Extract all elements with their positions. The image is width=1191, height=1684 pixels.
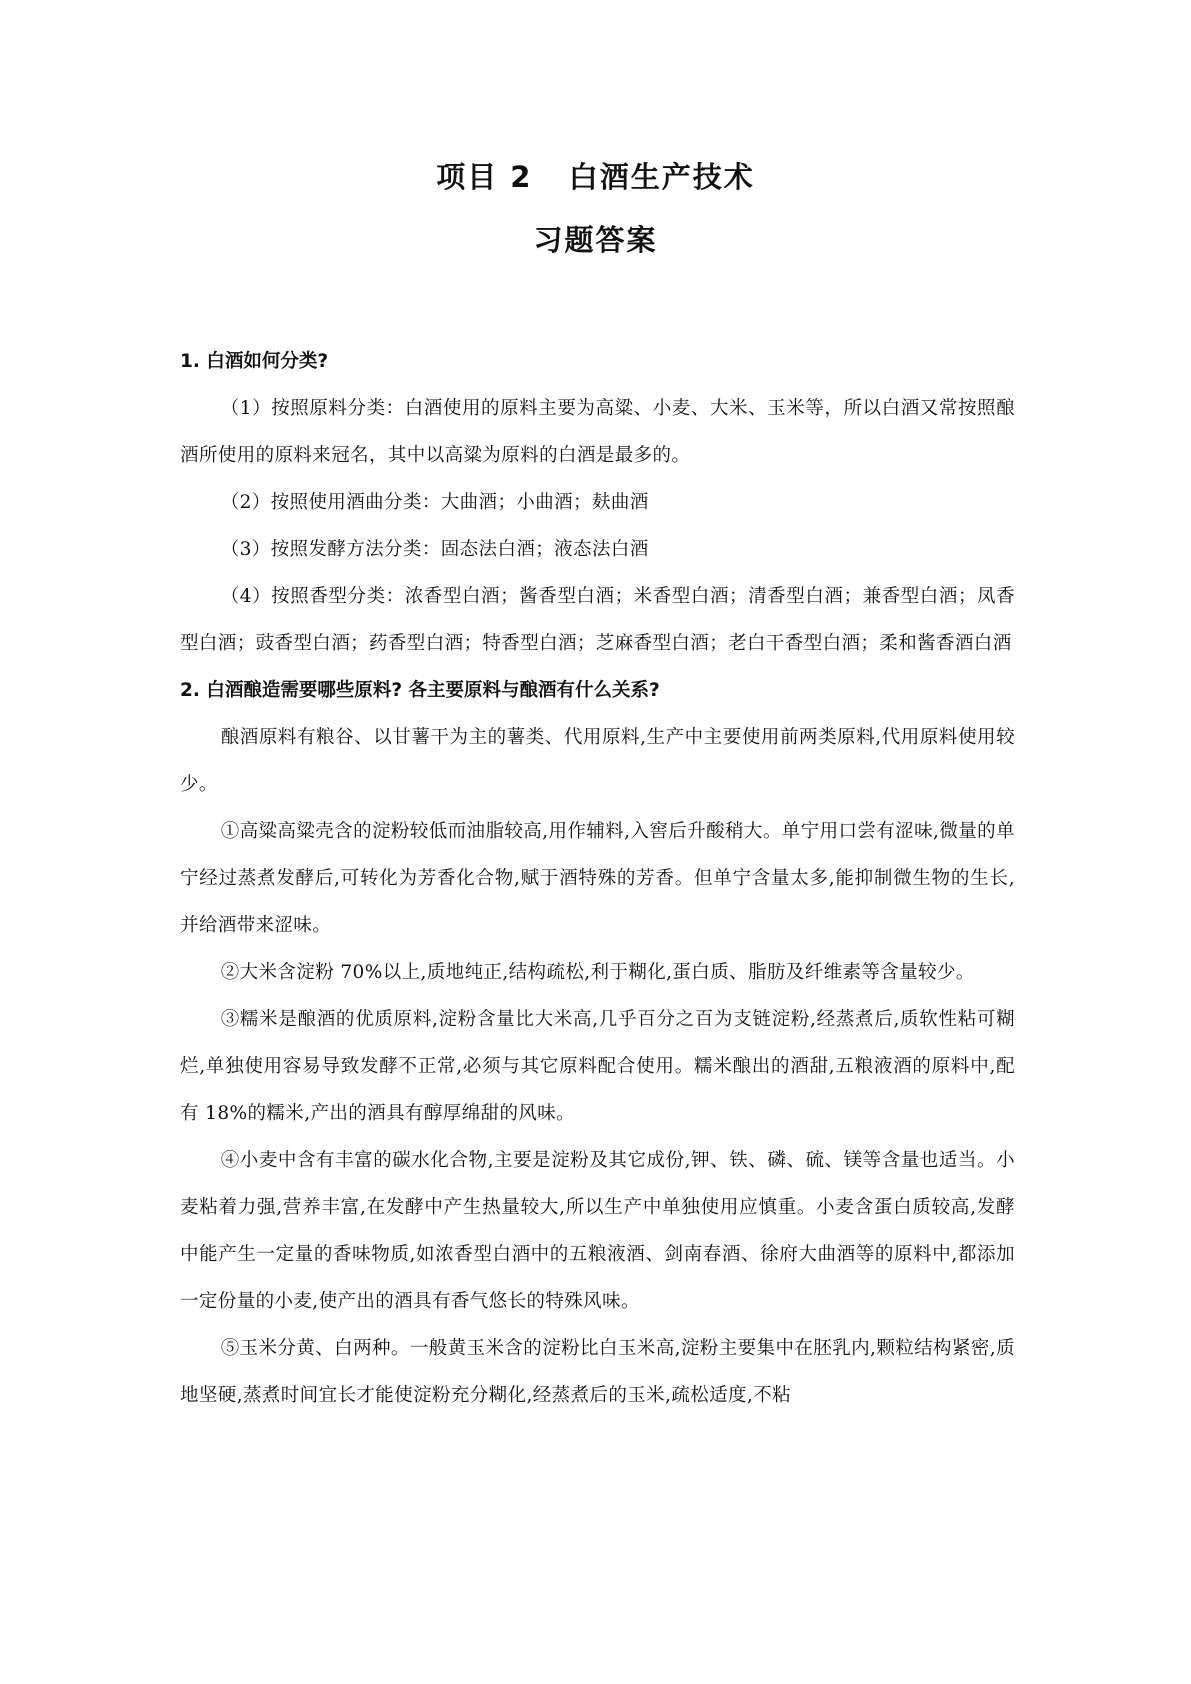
q2-paragraph-1: 酿酒原料有粮谷、以甘薯干为主的薯类、代用原料,生产中主要使用前两类原料,代用原料使用较少。 [180,727,1015,795]
q2-paragraph-wheat: ④小麦中含有丰富的碳水化合物,主要是淀粉及其它成份,钾、铁、磷、硫、镁等含量也适当。小麦粘着力强,营养丰富,在发酵中产生热量较大,所以生产中单独使用应慎重。小麦含蛋白质较高,发酵中能产生一定量的香味物质,如浓香型白酒中的五粮液酒、剑南春酒、徐府大曲酒等的原料中,都添加一定份量的小麦,使产出的酒具有香气悠长的特殊风味。 [180,1150,1015,1312]
question-1-heading: 1. 白酒如何分类? [180,351,329,372]
q2-paragraph-sorghum: ①高粱高粱壳含的淀粉较低而油脂较高,用作辅料,入窖后升酸稍大。单宁用口尝有涩味,微量的单宁经过蒸煮发酵后,可转化为芳香化合物,赋于酒特殊的芳香。但单宁含量太多,能抑制微生物的生长,并给酒带来涩味。 [180,821,1015,936]
q1-paragraph-4: （4）按照香型分类：浓香型白酒；酱香型白酒；米香型白酒；清香型白酒；兼香型白酒；凤香型白酒；豉香型白酒；药香型白酒；特香型白酒；芝麻香型白酒；老白干香型白酒；柔和酱香酒白酒 [180,586,1015,654]
q1-paragraph-2: （2）按照使用酒曲分类：大曲酒；小曲酒；麸曲酒 [220,492,649,513]
document-subtitle: 习题答案 [533,223,658,257]
q1-paragraph-1: （1）按照原料分类：白酒使用的原料主要为高粱、小麦、大米、玉米等，所以白酒又常按照酿酒所使用的原料来冠名，其中以高粱为原料的白酒是最多的。 [180,398,1015,466]
question-2-heading: 2. 白酒酿造需要哪些原料? 各主要原料与酿酒有什么关系? [180,680,660,701]
q2-paragraph-rice: ②大米含淀粉 70%以上,质地纯正,结构疏松,利于糊化,蛋白质、脂肪及纤维素等含量较少。 [220,962,975,983]
q1-paragraph-3: （3）按照发酵方法分类：固态法白酒；液态法白酒 [220,539,649,560]
q2-paragraph-corn: ⑤玉米分黄、白两种。一般黄玉米含的淀粉比白玉米高,淀粉主要集中在胚乳内,颗粒结构紧密,质地坚硬,蒸煮时间宜长才能使淀粉充分糊化,经蒸煮后的玉米,疏松适度,不粘 [180,1338,1015,1406]
q2-paragraph-glutinous-rice: ③糯米是酿酒的优质原料,淀粉含量比大米高,几乎百分之百为支链淀粉,经蒸煮后,质软性粘可糊烂,单独使用容易导致发酵不正常,必须与其它原料配合使用。糯米酿出的酒甜,五粮液酒的原料中,配有 18%的糯米,产出的酒具有醇厚绵甜的风味。 [180,1009,1015,1124]
document-body [180,338,1015,1419]
document-title: 项目 2 白酒生产技术 [436,160,755,194]
